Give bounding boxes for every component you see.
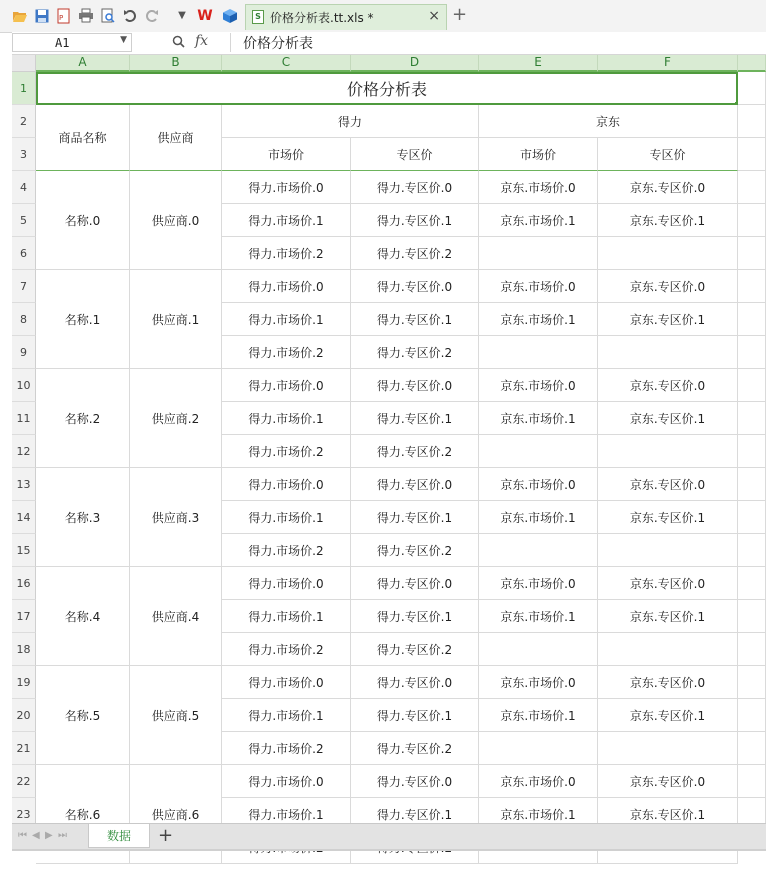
price-cell[interactable] xyxy=(598,336,738,369)
price-cell[interactable]: 京东.专区价.0 xyxy=(598,270,738,303)
price-cell[interactable]: 京东.专区价.1 xyxy=(598,798,738,831)
supplier-cell[interactable]: 供应商.4 xyxy=(130,567,222,666)
column-header-c[interactable]: C xyxy=(222,55,351,72)
price-cell[interactable]: 得力.市场价.2 xyxy=(222,336,351,369)
price-cell[interactable] xyxy=(598,435,738,468)
folder-open-icon[interactable] xyxy=(12,8,28,24)
supplier-cell[interactable]: 供应商.3 xyxy=(130,468,222,567)
price-cell[interactable]: 京东.专区价.1 xyxy=(598,699,738,732)
header-deli[interactable]: 得力 xyxy=(222,105,479,138)
price-cell[interactable]: 京东.专区价.1 xyxy=(598,303,738,336)
price-cell[interactable]: 京东.专区价.1 xyxy=(598,204,738,237)
empty-cell[interactable] xyxy=(738,435,766,468)
row-header[interactable]: 18 xyxy=(12,633,36,666)
prev-sheet-icon[interactable]: ◀ xyxy=(32,830,40,841)
price-cell[interactable]: 京东.市场价.0 xyxy=(479,270,598,303)
header-jd-zone[interactable]: 专区价 xyxy=(598,138,738,171)
empty-cell[interactable] xyxy=(738,336,766,369)
cube-icon[interactable] xyxy=(222,8,238,24)
name-box[interactable] xyxy=(12,33,132,52)
cell-reference: A1 xyxy=(55,36,70,50)
price-cell[interactable]: 得力.市场价.2 xyxy=(222,435,351,468)
status-divider xyxy=(12,849,766,851)
price-cell[interactable]: 得力.专区价.2 xyxy=(351,336,479,369)
row-header[interactable]: 21 xyxy=(12,732,36,765)
price-cell[interactable]: 得力.市场价.1 xyxy=(222,600,351,633)
price-cell[interactable]: 得力.市场价.1 xyxy=(222,303,351,336)
sheet-tab-data[interactable]: 数据 xyxy=(88,824,150,848)
quick-access-toolbar xyxy=(0,0,766,33)
first-sheet-icon[interactable]: ⏮ xyxy=(18,830,27,841)
row-header[interactable]: 6 xyxy=(12,237,36,270)
price-cell[interactable]: 得力.专区价.0 xyxy=(351,567,479,600)
row-header[interactable]: 4 xyxy=(12,171,36,204)
price-cell[interactable] xyxy=(479,732,598,765)
price-cell[interactable]: 得力.专区价.1 xyxy=(351,600,479,633)
price-cell[interactable]: 京东.市场价.0 xyxy=(479,765,598,798)
product-name-cell[interactable]: 名称.1 xyxy=(36,270,130,369)
spreadsheet-grid[interactable] xyxy=(12,55,766,823)
price-cell[interactable]: 得力.专区价.1 xyxy=(351,501,479,534)
price-cell[interactable] xyxy=(598,732,738,765)
close-icon[interactable]: × xyxy=(428,8,440,24)
empty-cell[interactable] xyxy=(738,534,766,567)
price-cell[interactable]: 京东.市场价.0 xyxy=(479,171,598,204)
price-cell[interactable]: 京东.市场价.0 xyxy=(479,468,598,501)
supplier-cell[interactable]: 供应商.0 xyxy=(130,171,222,270)
price-cell[interactable]: 得力.市场价.1 xyxy=(222,798,351,831)
spreadsheet-icon: S xyxy=(252,10,264,24)
price-cell[interactable]: 京东.市场价.0 xyxy=(479,369,598,402)
price-cell[interactable]: 京东.专区价.1 xyxy=(598,402,738,435)
column-header-a[interactable]: A xyxy=(36,55,130,72)
price-cell[interactable]: 得力.市场价.0 xyxy=(222,270,351,303)
price-cell[interactable]: 得力.专区价.0 xyxy=(351,171,479,204)
price-cell[interactable]: 得力.市场价.0 xyxy=(222,171,351,204)
row-header[interactable]: 11 xyxy=(12,402,36,435)
price-cell[interactable]: 得力.专区价.2 xyxy=(351,633,479,666)
empty-cell[interactable] xyxy=(738,765,766,798)
row-header[interactable]: 5 xyxy=(12,204,36,237)
price-cell[interactable] xyxy=(479,336,598,369)
row-header[interactable]: 8 xyxy=(12,303,36,336)
empty-cell[interactable] xyxy=(738,369,766,402)
price-cell[interactable]: 得力.专区价.2 xyxy=(351,732,479,765)
price-cell[interactable]: 京东.专区价.0 xyxy=(598,765,738,798)
price-cell[interactable]: 得力.市场价.1 xyxy=(222,699,351,732)
price-cell[interactable]: 京东.专区价.0 xyxy=(598,666,738,699)
print-icon[interactable] xyxy=(78,8,94,24)
row-header[interactable]: 10 xyxy=(12,369,36,402)
supplier-cell[interactable]: 供应商.5 xyxy=(130,666,222,765)
empty-cell[interactable] xyxy=(738,699,766,732)
price-cell[interactable]: 京东.市场价.1 xyxy=(479,699,598,732)
price-cell[interactable]: 京东.市场价.0 xyxy=(479,567,598,600)
header-supplier[interactable]: 供应商 xyxy=(130,105,222,171)
empty-cell[interactable] xyxy=(738,732,766,765)
formula-bar xyxy=(12,32,766,55)
row-header[interactable]: 23 xyxy=(12,798,36,831)
price-cell[interactable] xyxy=(598,633,738,666)
row-header[interactable]: 2 xyxy=(12,105,36,138)
row-header[interactable]: 3 xyxy=(12,138,36,171)
row-header[interactable]: 16 xyxy=(12,567,36,600)
row-header[interactable]: 13 xyxy=(12,468,36,501)
header-jd-market[interactable]: 市场价 xyxy=(479,138,598,171)
function-icon[interactable]: fx xyxy=(195,33,209,49)
price-cell[interactable]: 京东.市场价.1 xyxy=(479,303,598,336)
column-header-e[interactable]: E xyxy=(479,55,598,72)
empty-cell[interactable] xyxy=(738,237,766,270)
empty-cell[interactable] xyxy=(738,468,766,501)
price-cell[interactable]: 京东.市场价.1 xyxy=(479,600,598,633)
empty-cell[interactable] xyxy=(738,501,766,534)
empty-cell[interactable] xyxy=(738,402,766,435)
empty-cell[interactable] xyxy=(738,666,766,699)
wps-logo-icon[interactable]: W xyxy=(197,8,213,24)
price-cell[interactable]: 京东.专区价.0 xyxy=(598,369,738,402)
price-cell[interactable]: 得力.市场价.1 xyxy=(222,501,351,534)
price-cell[interactable]: 得力.专区价.1 xyxy=(351,402,479,435)
sheet-tab-bar xyxy=(12,823,766,850)
formula-input[interactable] xyxy=(230,33,766,52)
supplier-cell[interactable]: 供应商.2 xyxy=(130,369,222,468)
price-cell[interactable]: 得力.专区价.2 xyxy=(351,435,479,468)
supplier-cell[interactable]: 供应商.1 xyxy=(130,270,222,369)
empty-cell[interactable] xyxy=(738,633,766,666)
price-cell[interactable]: 京东.市场价.1 xyxy=(479,798,598,831)
empty-cell[interactable] xyxy=(738,105,766,138)
price-cell[interactable]: 得力.专区价.0 xyxy=(351,369,479,402)
price-cell[interactable] xyxy=(479,633,598,666)
price-cell[interactable]: 得力.市场价.1 xyxy=(222,204,351,237)
product-name-cell[interactable]: 名称.0 xyxy=(36,171,130,270)
formula-text: 价格分析表 xyxy=(243,36,313,52)
price-cell[interactable]: 得力.专区价.0 xyxy=(351,270,479,303)
row-header[interactable]: 14 xyxy=(12,501,36,534)
price-cell[interactable]: 京东.市场价.1 xyxy=(479,402,598,435)
chevron-down-icon[interactable]: ▼ xyxy=(120,35,127,45)
product-name-cell[interactable]: 名称.4 xyxy=(36,567,130,666)
column-header-b[interactable]: B xyxy=(130,55,222,72)
product-name-cell[interactable]: 名称.5 xyxy=(36,666,130,765)
price-cell[interactable] xyxy=(479,435,598,468)
row-header[interactable]: 15 xyxy=(12,534,36,567)
price-cell[interactable]: 得力.专区价.1 xyxy=(351,204,479,237)
empty-cell[interactable] xyxy=(738,270,766,303)
price-cell[interactable]: 得力.专区价.1 xyxy=(351,699,479,732)
column-header-stub xyxy=(738,55,766,72)
price-cell[interactable]: 得力.市场价.2 xyxy=(222,237,351,270)
empty-cell[interactable] xyxy=(738,138,766,171)
undo-icon[interactable] xyxy=(122,8,138,24)
document-tab[interactable] xyxy=(245,4,447,30)
price-cell[interactable]: 京东.市场价.1 xyxy=(479,501,598,534)
price-cell[interactable]: 得力.专区价.2 xyxy=(351,237,479,270)
product-name-cell[interactable]: 名称.3 xyxy=(36,468,130,567)
price-cell[interactable]: 得力.专区价.0 xyxy=(351,666,479,699)
row-header[interactable]: 17 xyxy=(12,600,36,633)
row-header[interactable]: 7 xyxy=(12,270,36,303)
empty-cell[interactable] xyxy=(738,204,766,237)
column-header-d[interactable]: D xyxy=(351,55,479,72)
price-cell[interactable]: 得力.专区价.0 xyxy=(351,468,479,501)
zoom-icon[interactable] xyxy=(172,35,185,51)
last-sheet-icon[interactable]: ⏭ xyxy=(58,830,67,841)
document-tab-title: 价格分析表.tt.xls * xyxy=(270,11,374,25)
next-sheet-icon[interactable]: ▶ xyxy=(45,830,53,841)
price-cell[interactable]: 得力.专区价.2 xyxy=(351,534,479,567)
price-cell[interactable]: 得力.市场价.0 xyxy=(222,666,351,699)
print-preview-icon[interactable] xyxy=(100,8,116,24)
select-all-corner[interactable] xyxy=(12,55,36,72)
dropdown-icon[interactable]: ▼ xyxy=(178,10,186,21)
price-cell[interactable]: 得力.市场价.0 xyxy=(222,765,351,798)
empty-cell[interactable] xyxy=(738,171,766,204)
header-deli-market[interactable]: 市场价 xyxy=(222,138,351,171)
row-header[interactable]: 22 xyxy=(12,765,36,798)
export-pdf-icon[interactable] xyxy=(56,8,72,24)
price-cell[interactable]: 得力.市场价.1 xyxy=(222,402,351,435)
price-cell[interactable]: 得力.专区价.1 xyxy=(351,303,479,336)
price-cell[interactable]: 得力.专区价.0 xyxy=(351,765,479,798)
add-sheet-button[interactable]: + xyxy=(158,825,174,846)
new-tab-button[interactable]: + xyxy=(452,4,468,25)
price-cell[interactable]: 京东.专区价.0 xyxy=(598,468,738,501)
product-name-cell[interactable]: 名称.2 xyxy=(36,369,130,468)
row-header[interactable]: 1 xyxy=(12,72,36,105)
title-cell[interactable]: 价格分析表 xyxy=(36,72,738,105)
price-cell[interactable]: 得力.市场价.0 xyxy=(222,369,351,402)
column-header-f[interactable]: F xyxy=(598,55,738,72)
save-icon[interactable] xyxy=(34,8,50,24)
product-name-cell[interactable]: 名称.6 xyxy=(36,765,130,864)
price-cell[interactable]: 得力.市场价.0 xyxy=(222,567,351,600)
price-cell[interactable]: 京东.专区价.0 xyxy=(598,567,738,600)
supplier-cell[interactable]: 供应商.6 xyxy=(130,765,222,864)
redo-icon[interactable] xyxy=(144,8,160,24)
price-cell[interactable]: 得力.市场价.2 xyxy=(222,534,351,567)
price-cell[interactable] xyxy=(479,534,598,567)
price-cell[interactable]: 京东.专区价.1 xyxy=(598,501,738,534)
price-cell[interactable] xyxy=(598,534,738,567)
row-header[interactable]: 19 xyxy=(12,666,36,699)
empty-cell[interactable] xyxy=(738,567,766,600)
empty-cell[interactable] xyxy=(738,600,766,633)
price-cell[interactable]: 京东.市场价.1 xyxy=(479,204,598,237)
header-jd[interactable]: 京东 xyxy=(479,105,738,138)
row-header[interactable]: 20 xyxy=(12,699,36,732)
header-product-name[interactable]: 商品名称 xyxy=(36,105,130,171)
empty-cell[interactable] xyxy=(738,72,766,105)
svg-text:P: P xyxy=(59,14,64,22)
price-cell[interactable]: 京东.市场价.0 xyxy=(479,666,598,699)
price-cell[interactable]: 得力.市场价.0 xyxy=(222,468,351,501)
price-cell[interactable] xyxy=(598,237,738,270)
price-cell[interactable]: 京东.专区价.0 xyxy=(598,171,738,204)
price-cell[interactable] xyxy=(479,237,598,270)
price-cell[interactable]: 得力.市场价.2 xyxy=(222,633,351,666)
price-cell[interactable]: 京东.专区价.1 xyxy=(598,600,738,633)
empty-cell[interactable] xyxy=(738,303,766,336)
price-cell[interactable]: 得力.市场价.2 xyxy=(222,732,351,765)
header-deli-zone[interactable]: 专区价 xyxy=(351,138,479,171)
row-header[interactable]: 9 xyxy=(12,336,36,369)
price-cell[interactable]: 得力.专区价.1 xyxy=(351,798,479,831)
row-header[interactable]: 12 xyxy=(12,435,36,468)
